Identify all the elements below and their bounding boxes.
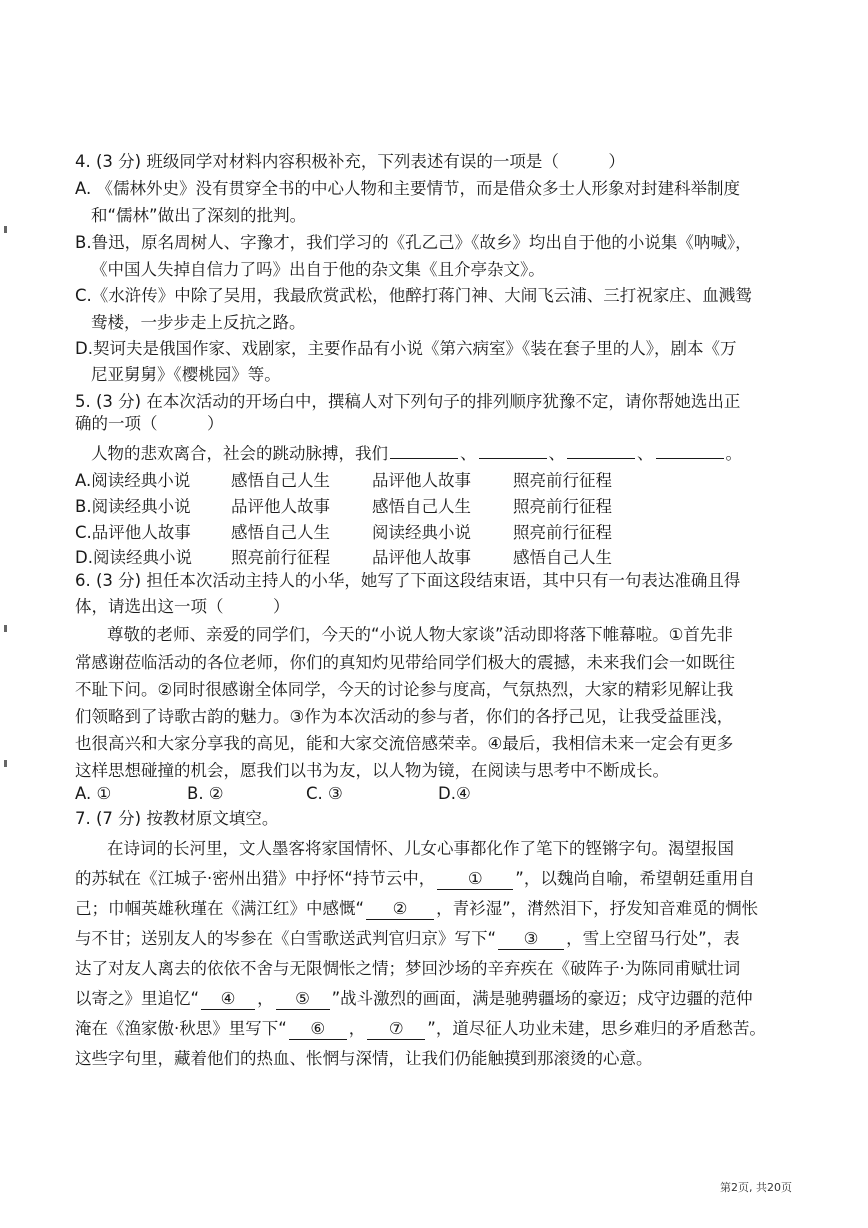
q5-option-cell: D.阅读经典小说 [75, 548, 192, 567]
q7-passage-line: 在诗词的长河里，文人墨客将家国情怀、儿女心事都化作了笔下的铿锵字句。渴望报国 [107, 839, 734, 858]
q7-passage-line [75, 866, 755, 892]
q5-sep: 、 [637, 444, 654, 463]
q4-option-d: D.契诃夫是俄国作家、戏剧家，主要作品有小说《第六病室》《装在套子里的人》，剧本《万 [75, 339, 737, 358]
q7-blank-6: ⑥ [289, 1019, 347, 1040]
q7-stem: 7. (7 分) 按教材原文填空。 [75, 809, 279, 828]
q5-option-cell: 感悟自己人生 [231, 523, 330, 542]
q5-blank-3 [567, 458, 635, 459]
q6-option-b: B. ② [187, 784, 224, 803]
q7-passage-line [75, 926, 740, 952]
q6-passage-line: 尊敬的老师、亲爱的同学们，今天的“小说人物大家谈”活动即将落下帷幕啦。①首先非 [107, 625, 733, 644]
q5-option-cell: B.阅读经典小说 [75, 497, 191, 516]
q5-sep: 、 [460, 444, 477, 463]
q5-end: 。 [725, 444, 742, 463]
margin-mark [4, 625, 7, 632]
q7-text: 的苏轼在《江城子·密州出猎》中抒怀“持节云中， [75, 869, 436, 888]
margin-mark [4, 760, 7, 767]
q7-blank-3: ③ [498, 929, 564, 950]
q6-option-a: A. ① [75, 784, 112, 803]
q5-stem: 5. (3 分) 在本次活动的开场白中，撰稿人对下列句子的排列顺序犹豫不定，请你帮她选出正 [75, 392, 741, 411]
q5-sentence-text: 人物的悲欢离合，社会的跳动脉搏，我们 [91, 444, 388, 463]
q7-blank-1: ① [437, 869, 513, 890]
q7-blank-2: ② [366, 899, 434, 920]
q5-option-cell: 感悟自己人生 [513, 548, 612, 567]
q5-option-cell: 照亮前行征程 [513, 523, 612, 542]
q6-option-c: C. ③ [306, 784, 343, 803]
q7-text: ”，道尽征人功业未建，思乡难归的矛盾愁苦。 [427, 1019, 766, 1038]
q7-passage-line [75, 896, 758, 922]
q7-blank-4: ④ [201, 989, 255, 1010]
q4-option-c-cont: 鸯楼，一步步走上反抗之路。 [91, 313, 306, 332]
q6-passage-line: 不耻下问。②同时很感谢全体同学，今天的讨论参与度高，气氛热烈，大家的精彩见解让我 [75, 680, 734, 699]
q7-passage-line [75, 986, 753, 1012]
q7-text: 以寄之》里追忆“ [75, 989, 200, 1008]
q7-passage-line: 达了对友人离去的依依不舍与无限惆怅之情；梦回沙场的辛弃疾在《破阵子·为陈同甫赋壮词 [75, 959, 741, 978]
q5-option-cell: 照亮前行征程 [513, 471, 612, 490]
q6-passage-line: 们领略到了诗歌古韵的魅力。③作为本次活动的参与者，你们的各抒己见，让我受益匪浅， [75, 707, 734, 726]
q7-text: 与不甘；送别友人的岑参在《白雪歌送武判官归京》写下“ [75, 929, 497, 948]
page-number: 第2页, 共20页 [720, 1181, 792, 1194]
q6-passage-line: 也很高兴和大家分享我的高见，能和大家交流倍感荣幸。④最后，我相信未来一定会有更多 [75, 734, 734, 753]
q5-option-cell: 阅读经典小说 [372, 523, 471, 542]
q5-option-cell: 品评他人故事 [231, 497, 330, 516]
q7-text: ”战斗激烈的画面，满是驰骋疆场的豪迈；戍守边疆的范仲 [331, 989, 753, 1008]
q5-option-cell: 照亮前行征程 [231, 548, 330, 567]
margin-mark [4, 226, 7, 233]
q4-option-a: A. 《儒林外史》没有贯穿全书的中心人物和主要情节，而是借众多士人形象对封建科举制度 [75, 179, 740, 198]
q5-sentence [91, 441, 742, 467]
q7-text: ， [257, 989, 274, 1008]
q7-blank-7: ⑦ [367, 1019, 425, 1040]
q4-option-c: C.《水浒传》中除了吴用，我最欣赏武松，他醉打蒋门神、大闹飞云浦、三打祝家庄、血溅鸳 [75, 286, 752, 305]
q7-text: ”，以魏尚自喻，希望朝廷重用自 [515, 869, 755, 888]
q5-blank-4 [656, 458, 724, 459]
q5-blank-1 [390, 458, 458, 459]
q5-option-cell: A.阅读经典小说 [75, 471, 191, 490]
q5-option-cell: C.品评他人故事 [75, 523, 191, 542]
q4-option-b-cont: 《中国人失掉自信力了吗》出自于他的杂文集《且介亭杂文》。 [91, 260, 545, 279]
q4-option-b: B.鲁迅，原名周树人、字豫才，我们学习的《孔乙己》《故乡》均出自于他的小说集《呐喊》， [75, 233, 752, 252]
q6-stem-cont: 体，请选出这一项（ ） [75, 597, 290, 616]
q5-option-cell: 品评他人故事 [372, 548, 471, 567]
q5-option-cell: 感悟自己人生 [372, 497, 471, 516]
q7-text: ， [348, 1019, 366, 1038]
q7-passage-line [75, 1016, 766, 1042]
q4-option-d-cont: 尼亚舅舅》《樱桃园》等。 [91, 365, 281, 384]
q7-text: 己；巾帼英雄秋瑾在《满江红》中感慨“ [75, 899, 365, 918]
q4-stem: 4. (3 分) 班级同学对材料内容积极补充，下列表述有误的一项是（ ） [75, 152, 625, 171]
q7-blank-5: ⑤ [276, 989, 330, 1010]
q7-passage-line: 这些字句里，藏着他们的热血、怅惘与深情，让我们仍能触摸到那滚烫的心意。 [75, 1049, 653, 1068]
q6-option-d: D.④ [438, 784, 471, 803]
q5-option-cell: 照亮前行征程 [513, 497, 612, 516]
q5-option-cell: 感悟自己人生 [231, 471, 330, 490]
q6-passage-line: 常感谢莅临活动的各位老师，你们的真知灼见带给同学们极大的震撼，未来我们会一如既往 [75, 653, 735, 672]
q7-text: ，青衫湿”，潸然泪下，抒发知音难觅的惆怅 [436, 899, 759, 918]
q5-blank-2 [479, 458, 547, 459]
q7-text: ，雪上空留马行处”，表 [566, 929, 740, 948]
q7-text: 淹在《渔家傲·秋思》里写下“ [75, 1019, 287, 1038]
q6-passage-line: 这样思想碰撞的机会，愿我们以书为友，以人物为镜，在阅读与思考中不断成长。 [75, 761, 669, 780]
q6-stem: 6. (3 分) 担任本次活动主持人的小华，她写了下面这段结束语，其中只有一句表达准确且得 [75, 571, 741, 590]
q5-sep: 、 [548, 444, 565, 463]
q5-option-cell: 品评他人故事 [372, 471, 471, 490]
q5-stem-cont: 确的一项（ ） [75, 414, 224, 433]
q4-option-a-cont: 和“儒林”做出了深刻的批判。 [91, 206, 307, 225]
